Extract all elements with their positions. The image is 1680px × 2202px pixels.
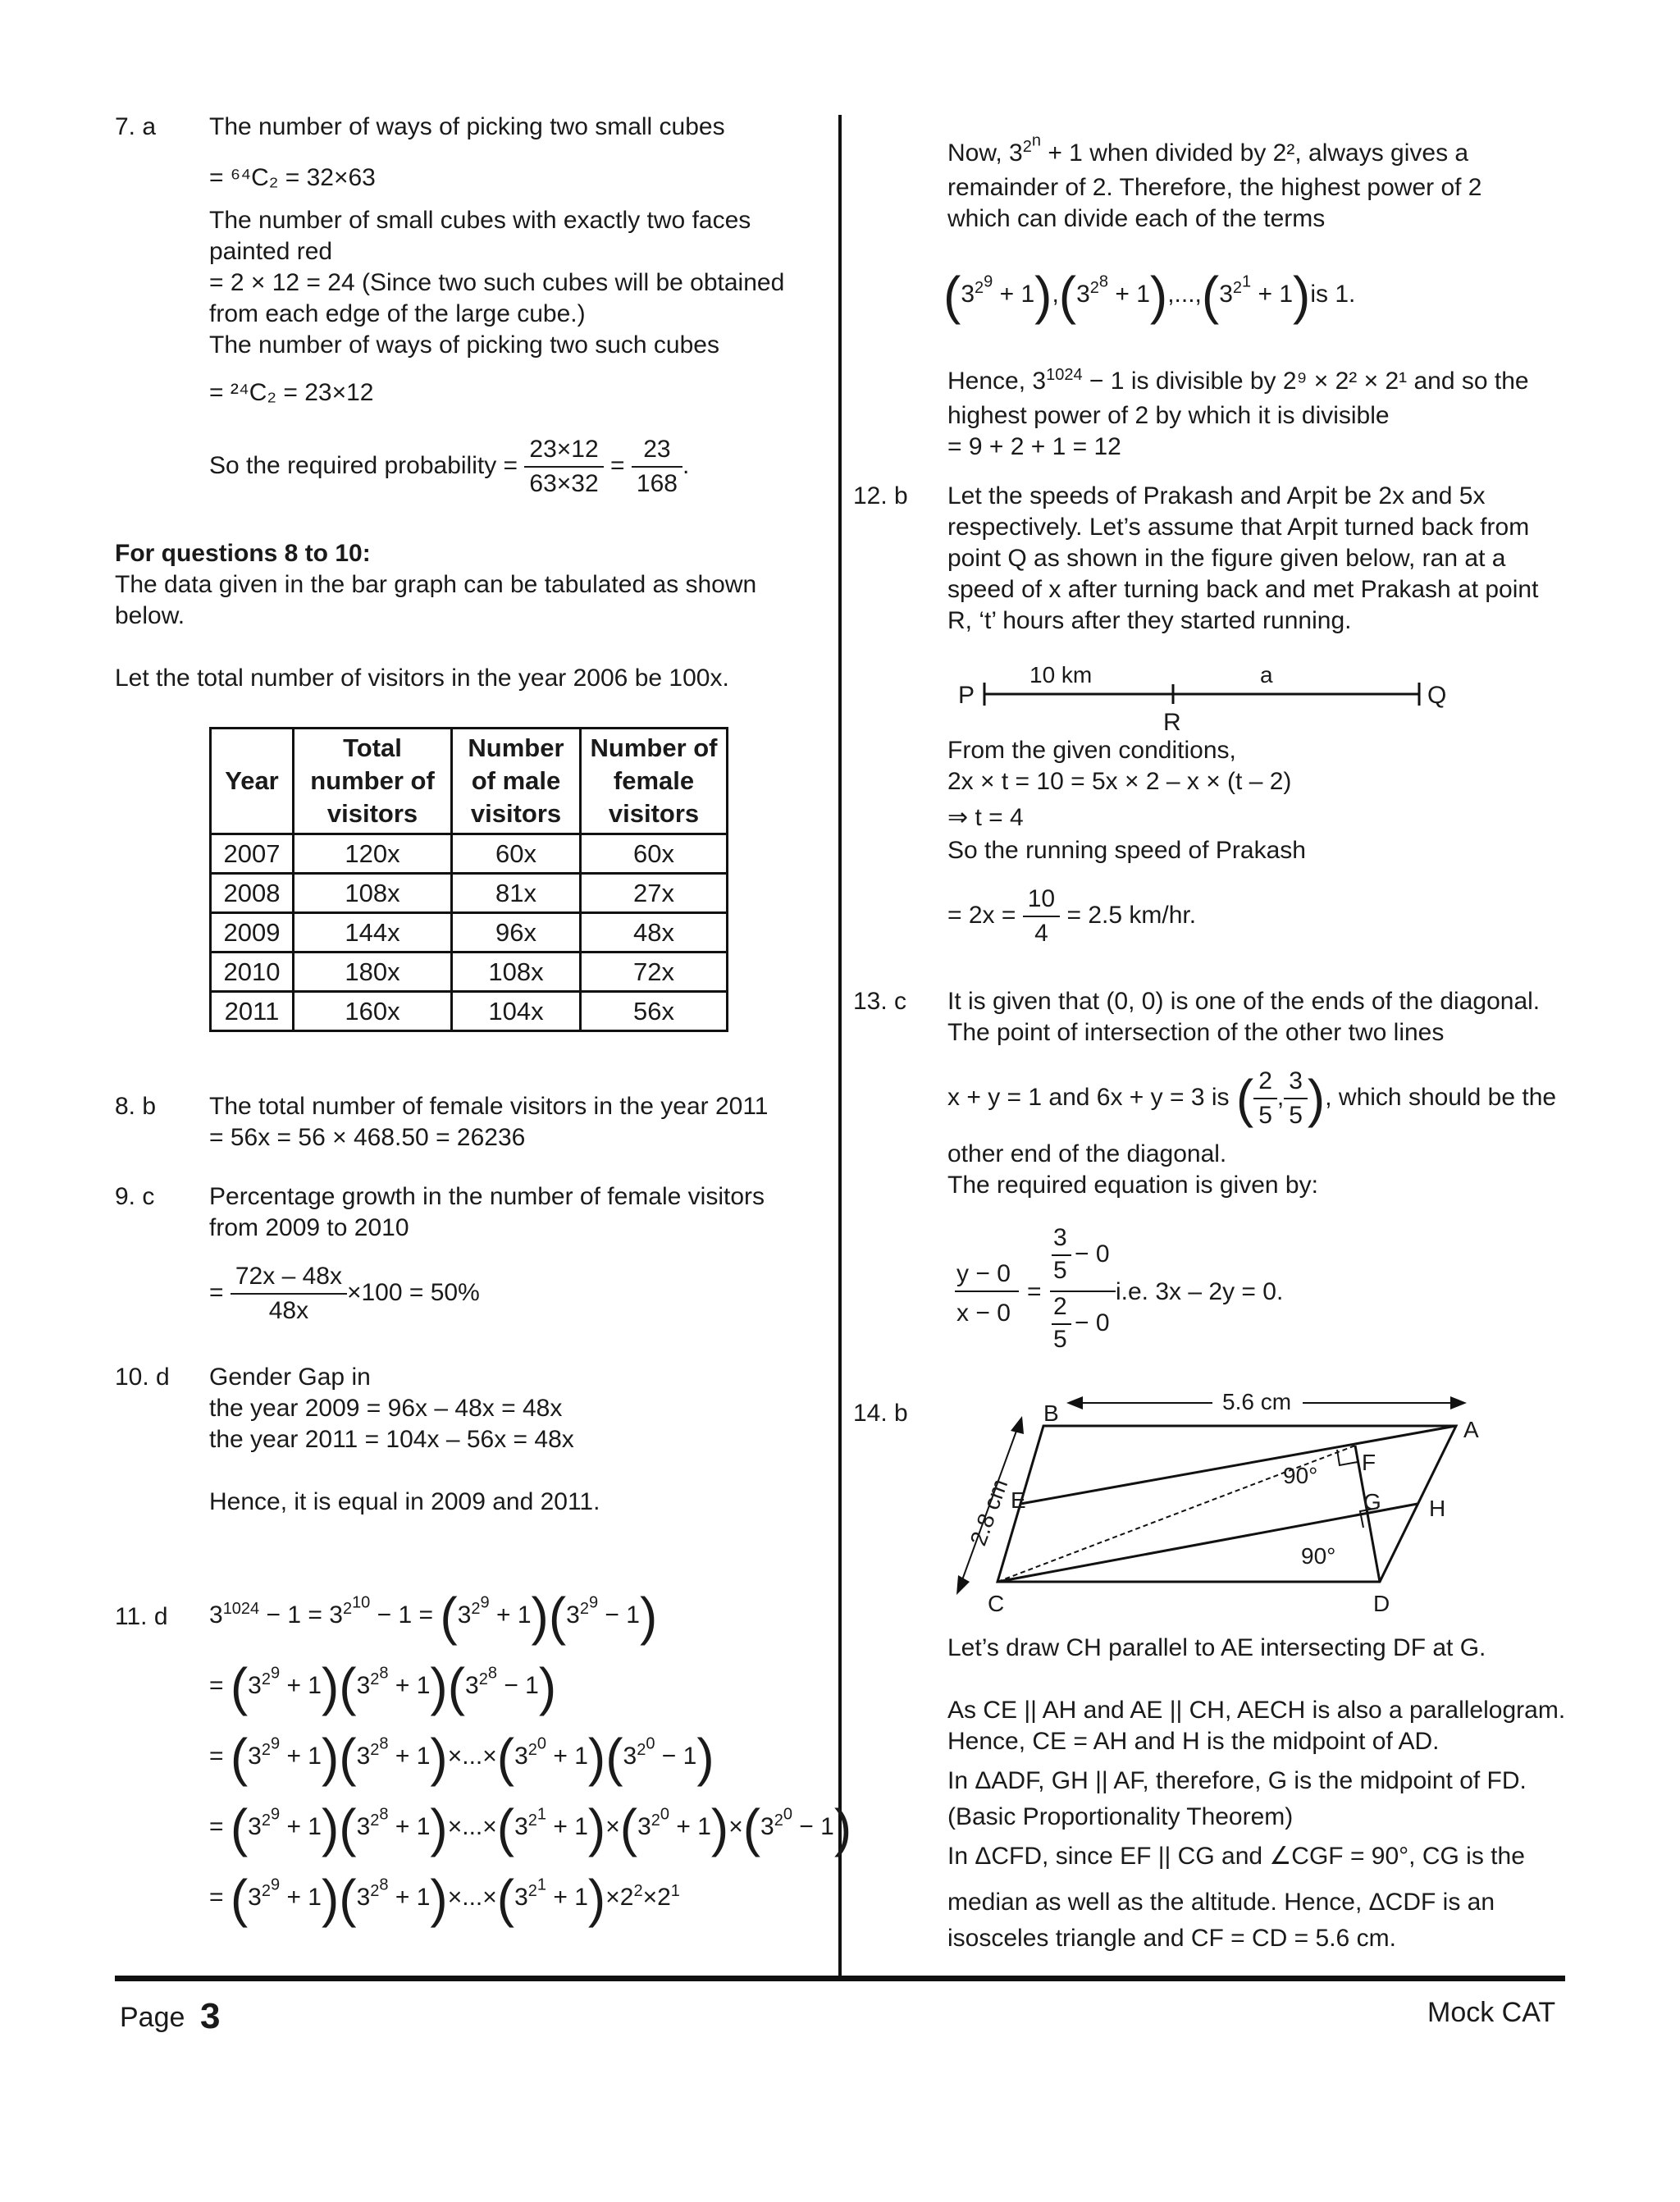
angle-f-label: 90° [1283,1463,1318,1488]
table-cell: 104x [452,992,581,1031]
intersection-line: x + y = 1 and 6x + y = 3 is ( $\frac{2}{5}$ , $\frac{3}{5}$ ), which should be the [947,1065,1556,1132]
point-p-label: P [958,682,975,709]
vertex-b: B [1043,1400,1059,1426]
section-heading: For questions 8 to 10: [115,540,371,567]
fraction [231,1260,347,1327]
probability-equation: So the required probability = $\frac{23\times 12}{63\times 32}$ = $\frac{23}{168}$ . [209,433,689,500]
table-cell: 2010 [211,953,294,992]
table-row [211,992,728,1031]
text-line: below. [115,602,185,629]
vertex-c: C [988,1591,1005,1616]
table-cell: 144x [294,913,452,953]
denominator: 168 [636,470,678,497]
column-header: Number of female visitors [581,729,728,834]
text-line: remainder of 2. Therefore, the highest power of 2 [947,174,1482,201]
math-line-2: = $(3^{2^9} + 1)(3^{2^8} + 1)(3^{2^8} - 1)$ [209,1657,557,1717]
table-header-row [211,729,728,834]
text-line: Gender Gap in [209,1364,371,1391]
text-line: The number of ways of picking two small cubes [209,113,725,140]
text-line: The data given in the bar graph can be tabulated as shown [115,571,757,598]
table-cell: 2007 [211,834,294,874]
text-line: = 2 × 12 = 24 (Since two such cubes will be obtained [209,269,785,296]
text-line: point Q as shown in the figure given below, ran at a [947,545,1506,572]
fraction [1023,883,1060,950]
text-line: In ΔADF, GH || AF, therefore, G is the midpoint of FD. [947,1767,1527,1794]
text-line: painted red [209,238,333,265]
svg-text:5: 5 [1053,1326,1067,1353]
text: Hence, [947,368,1026,395]
table-cell: 160x [294,992,452,1031]
fraction [524,433,603,500]
column-header: Number of male visitors [452,729,581,834]
math-line: = ²⁴C₂ = 23×12 [209,379,374,406]
text-line: Let’s draw CH parallel to AE intersecting DF at G. [947,1634,1486,1661]
table-cell: 48x [581,913,728,953]
math-line: = ⁶⁴C₂ = 32×63 [209,164,376,191]
table-cell: 60x [452,834,581,874]
table-cell: 180x [294,953,452,992]
text-label: So the required probability = [209,451,518,479]
math-line-1: $3^{1024} - 1 = 3^{2^{10}} - 1 = (3^{2^9} + 1)(3^{2^9} - 1)$ [209,1587,658,1647]
text-line: the year 2009 = 96x – 48x = 48x [209,1395,563,1422]
segment-length-label: 10 km [1029,662,1093,688]
point-q-label: Q [1427,682,1447,709]
point-r-label: R [1163,709,1181,736]
length-label: 5.6 cm [1222,1389,1292,1414]
text-line: = 9 + 2 + 1 = 12 [947,433,1121,460]
numerator: 23×12 [524,433,603,468]
equation-graphic [952,1222,1378,1362]
equation-result: i.e. 3x – 2y = 0. [1116,1278,1284,1305]
svg-text:y − 0: y − 0 [956,1260,1011,1287]
fraction: $\frac{2}{5}$ [1253,1065,1277,1132]
table-row [211,913,728,953]
text-line: 2x × t = 10 = 5x × 2 – x × (t – 2) [947,768,1292,795]
text-line: The number of ways of picking two such cubes [209,331,719,359]
numerator: 72x – 48x [231,1260,347,1295]
table-cell: 27x [581,874,728,913]
fraction [632,433,682,500]
question-number: 11. d [115,1603,168,1630]
fraction: $\frac{3}{5}$ [1284,1065,1308,1132]
parallelogram-abdc [998,1426,1456,1582]
text-line: from each edge of the large cube.) [209,300,586,327]
table-row [211,874,728,913]
text-line: from 2009 to 2010 [209,1214,409,1241]
table-cell: 2008 [211,874,294,913]
text-line: R, ‘t’ hours after they started running. [947,607,1352,634]
question-number: 10. d [115,1364,170,1391]
angle-g-label: 90° [1301,1543,1336,1569]
text-line: the year 2011 = 104x – 56x = 48x [209,1426,574,1453]
visitors-table [209,727,728,1032]
text-line: So the running speed of Prakash [947,837,1306,864]
table-cell: 96x [452,913,581,953]
math-line-3: = $(3^{2^9} + 1)(3^{2^8} + 1)\times...\times(3^{2^0} + 1)(3^{2^0} - 1)$ [209,1728,714,1788]
line-ae [1020,1426,1456,1504]
footer-rule [115,1976,1565,1981]
side-label: 2.8 cm [965,1475,1013,1550]
vertex-e: E [1011,1487,1026,1513]
question-number: 8. b [115,1093,157,1120]
segment-a-label: a [1260,662,1273,688]
text-line: From the given conditions, [947,737,1236,764]
text-line: (Basic Proportionality Theorem) [947,1803,1294,1830]
text-line: Let the total number of visitors in the year 2006 be 100x. [115,665,729,692]
vertex-g: G [1363,1489,1381,1514]
svg-text:− 0: − 0 [1075,1240,1110,1268]
distance-diagram [952,656,1460,738]
text-line: Percentage growth in the number of female visitors [209,1183,765,1210]
text-line: ⇒ t = 4 [947,804,1024,831]
column-header: Total number of visitors [294,729,452,834]
svg-text:x − 0: x − 0 [956,1300,1011,1327]
text-line: The point of intersection of the other two lines [947,1019,1445,1046]
table-cell: 108x [294,874,452,913]
question-number: 7. a [115,113,157,140]
text: Now, [947,139,1002,167]
text-line: Let the speeds of Prakash and Arpit be 2x and 5x [947,482,1486,509]
table-cell: 2009 [211,913,294,953]
text-line: The required equation is given by: [947,1172,1318,1199]
text: when divided by 2², always gives a [1089,139,1469,167]
vertex-a: A [1463,1417,1479,1442]
text-line: In ΔCFD, since EF || CG and ∠CGF = 90°, CG is the [947,1843,1525,1870]
math-line-4: = $(3^{2^9} + 1)(3^{2^8} + 1)\times...\times(3^{2^1} + 1)\times(3^{2^0} + 1)\times(3^{2^0} - 1)$ [209,1798,852,1858]
table-cell: 120x [294,834,452,874]
question-number: 12. b [853,482,908,509]
text: = 2x = [947,901,1016,929]
svg-text:=: = [1027,1278,1042,1305]
text-line: Hence, CE = AH and H is the midpoint of AD. [947,1728,1440,1755]
table-row [211,953,728,992]
vertex-h: H [1429,1496,1446,1521]
question-number: 13. c [853,988,907,1015]
text: x + y = 1 and 6x + y = 3 is [947,1083,1230,1111]
table-cell: 56x [581,992,728,1031]
text-line: respectively. Let’s assume that Arpit turned back from [947,514,1530,541]
vertex-f: F [1362,1450,1376,1475]
page-label: Page [120,2002,185,2033]
page-number: 3 [200,1996,221,2036]
text: is 1. [1310,281,1356,308]
document-name: Mock CAT [1427,1997,1556,2028]
text-line: which can divide each of the terms [947,205,1326,232]
diagonal-equation [952,1222,1378,1368]
line-ch [998,1504,1418,1582]
table-cell: 72x [581,953,728,992]
text: , which should be the [1325,1083,1557,1111]
math-line-5: = $(3^{2^9} + 1)(3^{2^8} + 1)\times...\times(3^{2^1} + 1)\times 2^2\times 2^1$ [209,1869,680,1929]
speed-equation [947,883,1196,950]
text-line: median as well as the altitude. Hence, ΔCDF is an [947,1889,1495,1916]
text-line: The total number of female visitors in the year 2011 [209,1093,769,1120]
question-number: 14. b [853,1400,908,1427]
table-cell: 108x [452,953,581,992]
text-line: As CE || AH and AE || CH, AECH is also a parallelogram. [947,1697,1566,1724]
table-cell: 60x [581,834,728,874]
question-number: 9. c [115,1183,155,1210]
text-line: isosceles triangle and CF = CD = 5.6 cm. [947,1925,1396,1952]
table-cell: 2011 [211,992,294,1031]
text-line: speed of x after turning back and met Prakash at point [947,576,1539,603]
svg-text:3: 3 [1053,1224,1067,1251]
parallelogram-diagram [952,1387,1509,1624]
denominator: 63×32 [529,470,599,497]
numerator: 10 [1023,883,1060,917]
text-line: It is given that (0, 0) is one of the ends of the diagonal. [947,988,1541,1015]
growth-equation: = $\frac{72x - 48x}{48x}$ ×100 = 50% [209,1260,480,1327]
column-header: Year [211,729,294,834]
numerator: 23 [632,433,682,468]
equation-result: ×100 = 50% [346,1278,480,1306]
svg-text:2: 2 [1053,1293,1067,1320]
denominator: 4 [1034,920,1048,947]
vertex-d: D [1373,1591,1390,1616]
text-line: highest power of 2 by which it is divisible [947,402,1390,429]
table-row [211,834,728,874]
text-line: = 56x = 56 × 468.50 = 26236 [209,1124,526,1151]
text: = 2.5 km/hr. [1066,901,1197,929]
svg-text:5: 5 [1053,1257,1067,1284]
math-line: $(3^{2^9} + 1),(3^{2^8} + 1),...,(3^{2^1} + 1)is$ 1. [943,266,1356,326]
text-line: other end of the diagonal. [947,1140,1227,1167]
text-line: Hence, $3^{1024} - 1$ is divisible by 2⁹ × 2² × 2¹ and so the [947,366,1529,395]
text-line: Now, $3^{2^n} + 1$ when divided by 2², always gives a [947,131,1469,167]
text-line: Hence, it is equal in 2009 and 2011. [209,1488,600,1515]
column-divider [838,115,842,1977]
denominator: 48x [268,1297,309,1324]
svg-text:− 0: − 0 [1075,1309,1110,1336]
text: is divisible by 2⁹ × 2² × 2¹ and so the [1130,368,1529,395]
text-line: The number of small cubes with exactly two faces [209,207,751,234]
table-cell: 81x [452,874,581,913]
